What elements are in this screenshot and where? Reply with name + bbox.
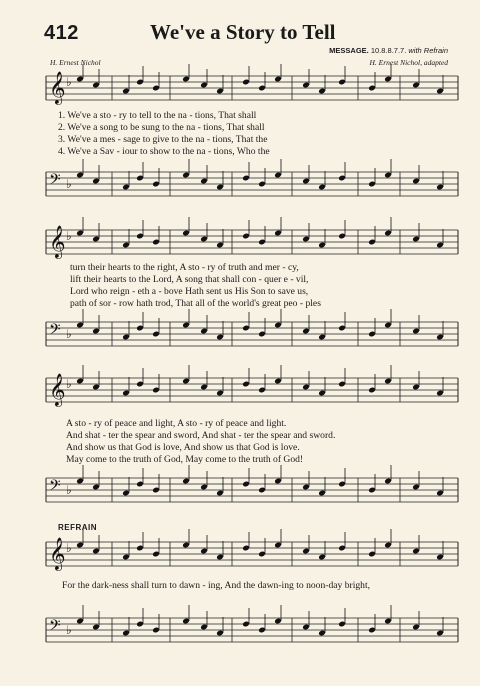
key-signature-flat: ♭ (66, 623, 72, 637)
music-system-3 (0, 364, 480, 514)
key-signature-flat: ♭ (66, 377, 72, 391)
bass-clef: 𝄢 (49, 321, 61, 341)
bass-clef: 𝄢 (49, 477, 61, 497)
meter-note: with Refrain (408, 46, 448, 55)
meter: 10.8.8.7.7. (370, 46, 407, 55)
bass-staff (0, 64, 480, 204)
lyric-verse-4: 4. We've a Sav - iour to show to the na - tions, Who the (58, 146, 270, 157)
lyric-verse-1: 1. We've a sto - ry to tell to the na - tions, That shall (58, 110, 257, 121)
lyric-verse-2: lift their hearts to the Lord, A song that shall con - quer e - vil, (70, 274, 309, 285)
bass-clef: 𝄢 (49, 617, 61, 637)
music-system-2 (0, 216, 480, 356)
words-credit: H. Ernest Nichol (50, 58, 101, 67)
lyric-verse-3: Lord who reign - eth a - bove Hath sent us His Son to save us, (70, 286, 309, 297)
lyric-verse-2: And shat - ter the spear and sword, And shat - ter the spear and sword. (66, 430, 336, 441)
hymn-title: We've a Story to Tell (150, 20, 336, 44)
bass-staff (0, 526, 480, 686)
lyric-verse-4: May come to the truth of God, May come to the truth of God! (66, 454, 304, 465)
lyric-verse-3: 3. We've a mes - sage to give to the na - tions, That the (58, 134, 268, 145)
treble-clef: 𝄞 (49, 73, 66, 104)
key-signature-flat: ♭ (66, 75, 72, 89)
key-signature-flat: ♭ (66, 229, 72, 243)
music-system-1 (0, 64, 480, 204)
lyric-verse-3: And show us that God is love, And show us that God is love. (66, 442, 300, 453)
lyric-verse-1: A sto - ry of peace and light, A sto - ry of peace and light. (66, 418, 287, 429)
bass-staff (0, 216, 480, 356)
music-system-4 (0, 526, 480, 686)
tune-name: MESSAGE. (329, 46, 369, 55)
tune-meta (329, 46, 448, 55)
key-signature-flat: ♭ (66, 327, 72, 341)
key-signature-flat: ♭ (66, 177, 72, 191)
lyric-verse-4: path of sor - row hath trod, That all of the world's great peo - ples (70, 298, 321, 309)
hymn-number: 412 (44, 22, 79, 44)
key-signature-flat: ♭ (66, 483, 72, 497)
bass-clef: 𝄢 (49, 171, 61, 191)
lyric-verse-2: 2. We've a song to be sung to the na - tions, That shall (58, 122, 265, 133)
treble-clef: 𝄞 (49, 375, 66, 406)
lyric-verse-1: turn their hearts to the right, A sto - ry of truth and mer - cy, (70, 262, 299, 273)
key-signature-flat: ♭ (66, 541, 72, 555)
lyric-refrain: For the dark-ness shall turn to dawn - ing, And the dawn-ing to noon-day bright, (62, 580, 371, 591)
bass-staff (0, 364, 480, 514)
treble-clef: 𝄞 (49, 539, 66, 570)
music-credit: H. Ernest Nichol, adapted (369, 58, 448, 67)
treble-clef: 𝄞 (49, 227, 66, 258)
refrain-label: REFRAIN (58, 523, 98, 532)
